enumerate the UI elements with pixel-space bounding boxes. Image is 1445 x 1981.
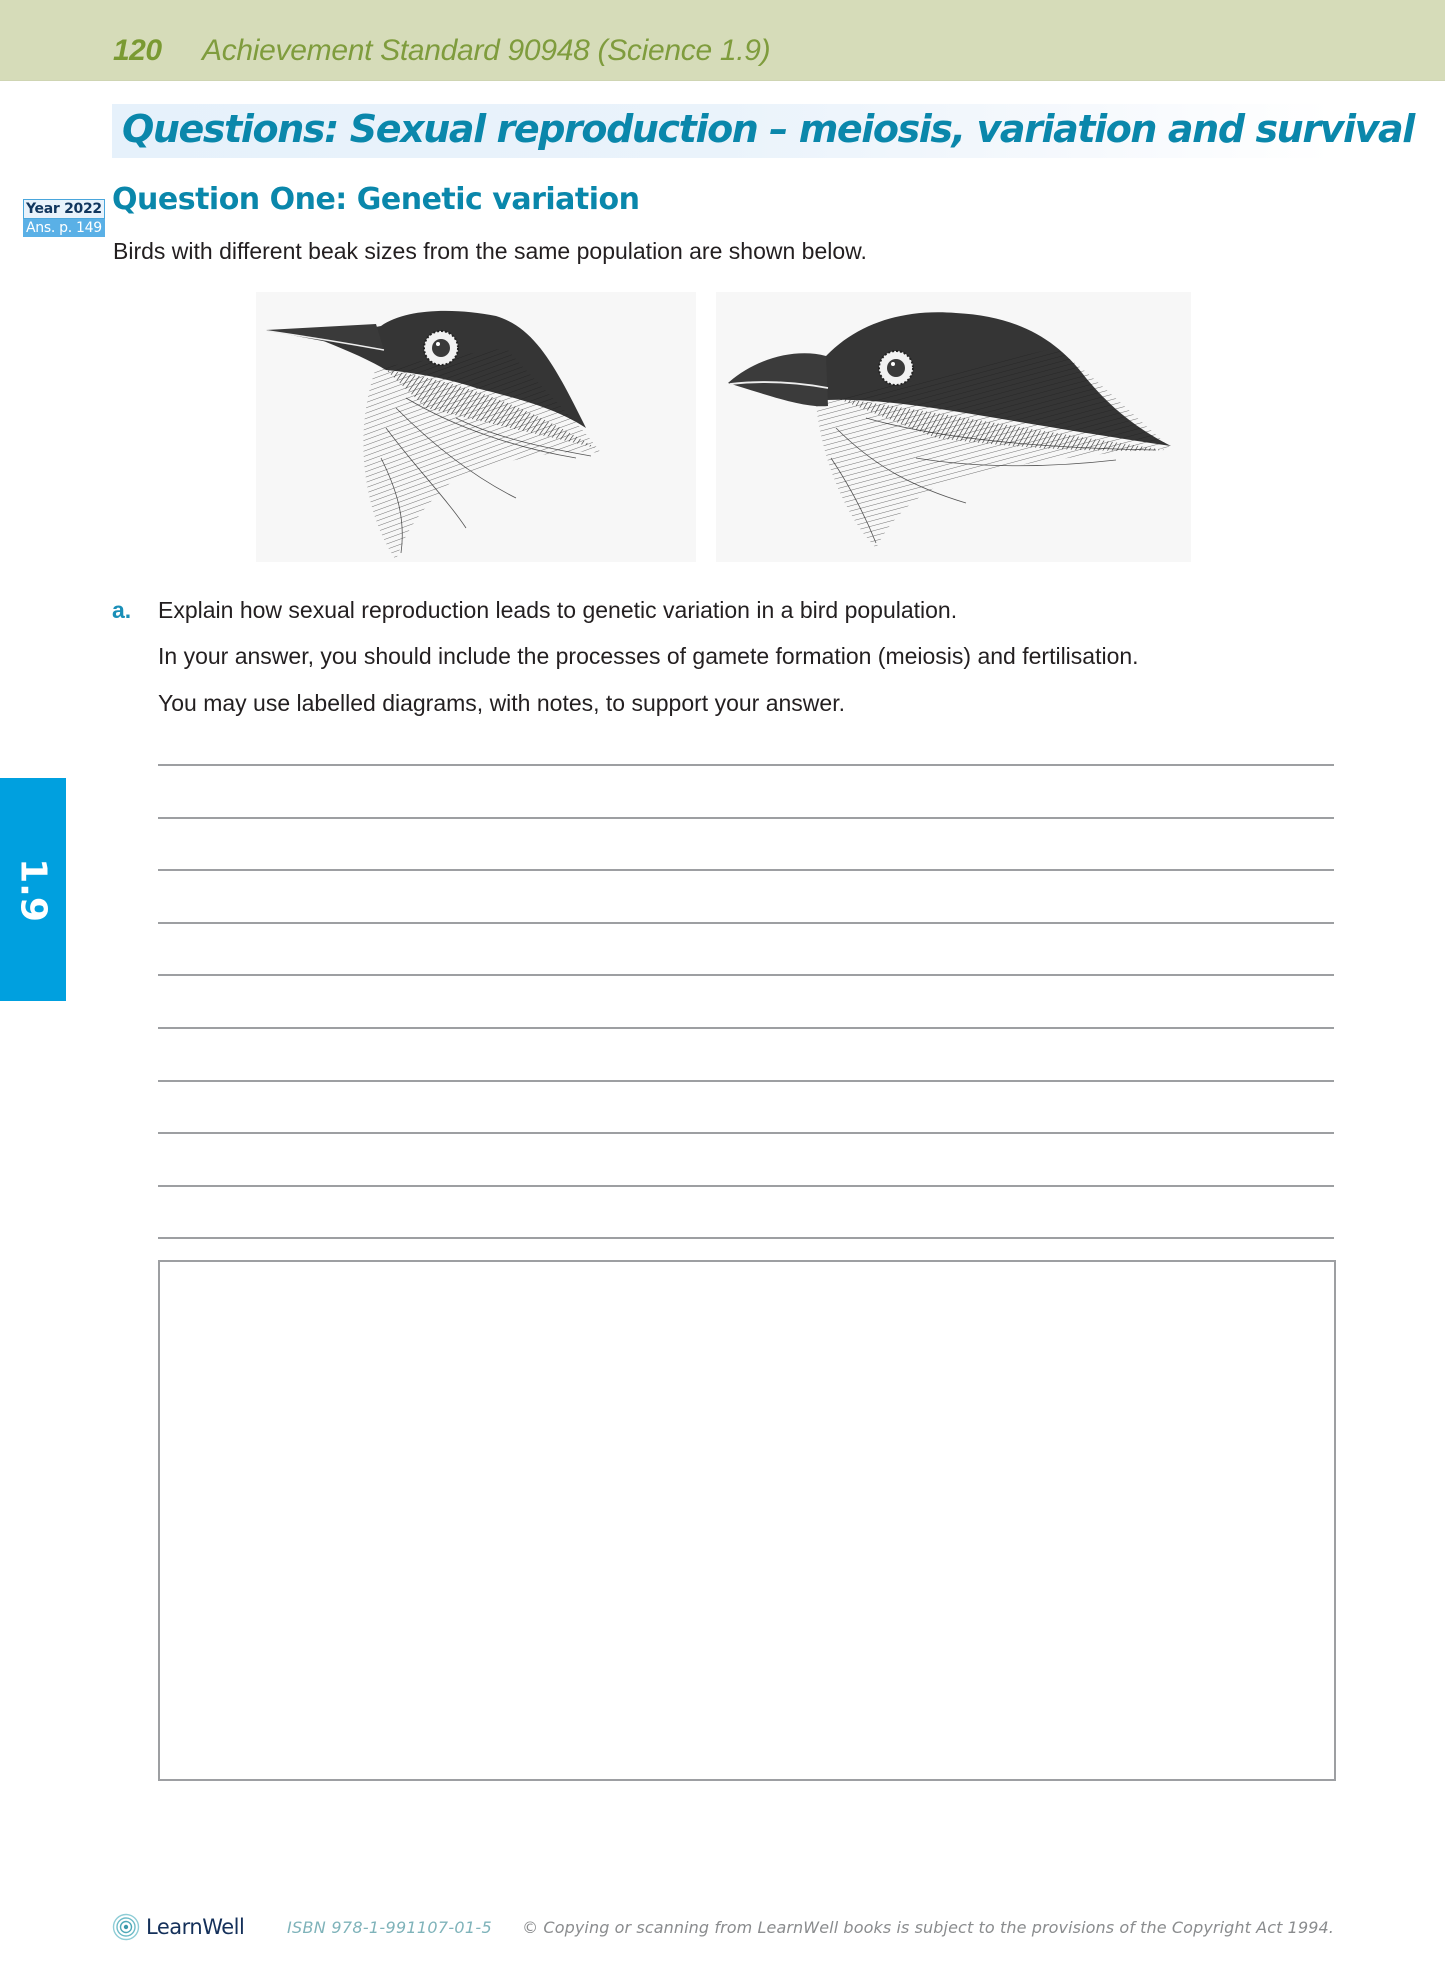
diagram-answer-box[interactable] [158, 1260, 1336, 1781]
page-footer [112, 1913, 1334, 1947]
standard-title: Achievement Standard 90948 (Science 1.9) [202, 34, 771, 67]
question-heading: Question One: Genetic variation [112, 182, 640, 217]
answer-line[interactable] [158, 1185, 1334, 1187]
section-side-tab [0, 778, 66, 1001]
part-a-label: a. [112, 597, 132, 623]
answer-line[interactable] [158, 1080, 1334, 1082]
section-title: Questions: Sexual reproduction – meiosis, variation and survival [122, 107, 1414, 151]
answer-line[interactable] [158, 1027, 1334, 1029]
bird-head-long-beak-icon [256, 288, 696, 564]
side-tab-label: 1.9 [12, 857, 54, 922]
spiral-logo-icon [112, 1913, 140, 1941]
answer-line[interactable] [158, 974, 1334, 976]
answer-line[interactable] [158, 764, 1334, 766]
answer-line[interactable] [158, 1237, 1334, 1239]
section-title-band [112, 104, 1414, 158]
part-a-instruction: In your answer, you should include the processes of gamete formation (meiosis) and fertilisation. [158, 643, 1139, 669]
part-a-diagram-note: You may use labelled diagrams, with notes, to support your answer. [158, 690, 845, 716]
page-number: 120 [113, 34, 162, 67]
answer-line[interactable] [158, 1132, 1334, 1134]
year-label: Year 2022 [23, 199, 105, 219]
bird-figure [256, 288, 1191, 564]
logo-text: LearnWell [146, 1915, 245, 1939]
learnwell-logo [112, 1913, 244, 1941]
answer-line[interactable] [158, 869, 1334, 871]
question-intro: Birds with different beak sizes from the same population are shown below. [113, 238, 867, 264]
copyright-notice: © Copying or scanning from LearnWell books is subject to the provisions of the Copyright Act 1994. [522, 1918, 1334, 1937]
year-answer-badge [23, 199, 105, 237]
answer-line[interactable] [158, 817, 1334, 819]
isbn: ISBN 978-1-991107-01-5 [287, 1918, 492, 1937]
running-header [0, 0, 1445, 81]
answer-line[interactable] [158, 922, 1334, 924]
bird-head-short-beak-icon [716, 288, 1191, 564]
part-a-prompt: Explain how sexual reproduction leads to genetic variation in a bird population. [158, 597, 958, 623]
answer-page-ref: Ans. p. 149 [23, 219, 105, 237]
